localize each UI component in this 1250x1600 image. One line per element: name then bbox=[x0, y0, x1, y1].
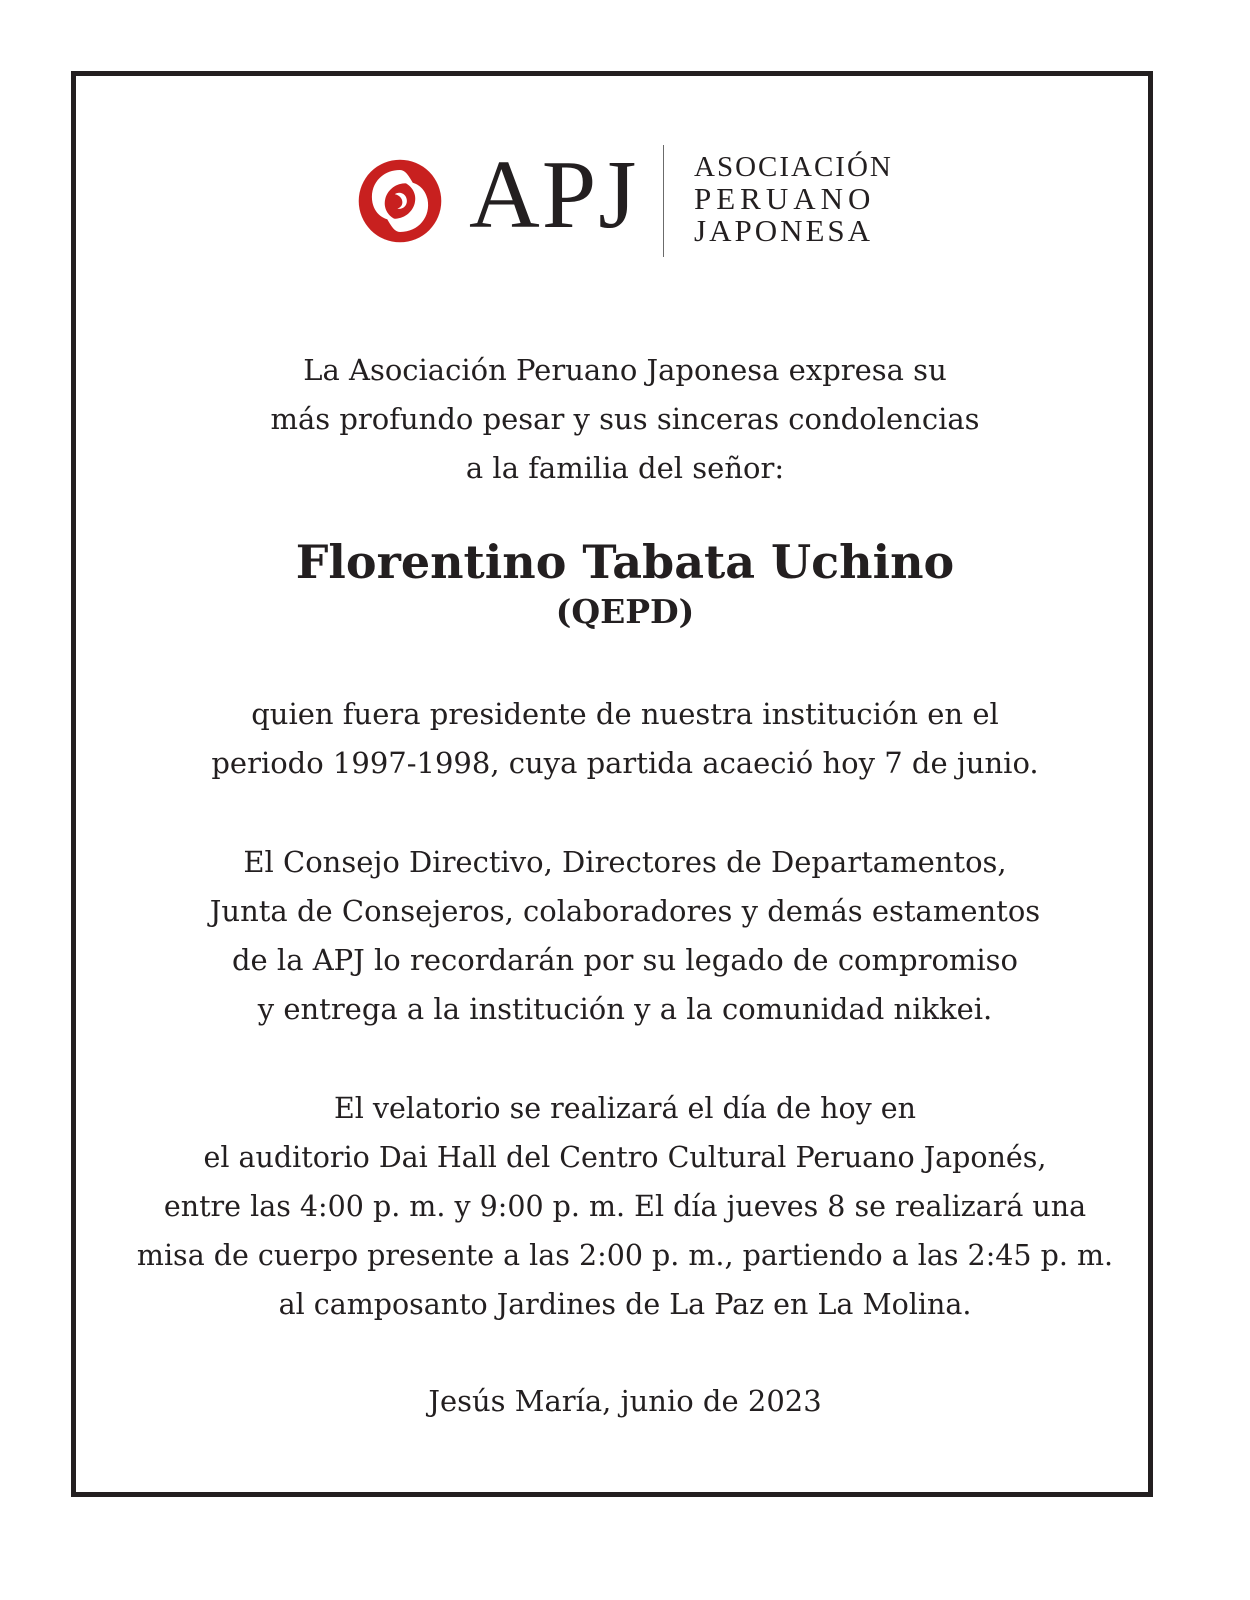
services-paragraph bbox=[80, 1084, 1170, 1329]
logo-divider bbox=[663, 145, 664, 257]
place-date: Jesús María, junio de 2023 bbox=[428, 1384, 822, 1418]
services-line: el auditorio Dai Hall del Centro Cultural Peruano Japonés, bbox=[203, 1141, 1047, 1174]
logo-acronym: APJ bbox=[469, 141, 639, 249]
services-line: misa de cuerpo presente a las 2:00 p. m., partiendo a las 2:45 p. m. bbox=[136, 1239, 1114, 1272]
role-line: quien fuera presidente de nuestra institución en el bbox=[251, 697, 999, 731]
closing-place-date bbox=[80, 1377, 1170, 1426]
apj-logo bbox=[0, 141, 1250, 260]
logo-word-peruano: PERUANO bbox=[694, 181, 876, 216]
apj-swirl-icon bbox=[357, 158, 443, 244]
deceased-name: Florentino Tabata Uchino bbox=[295, 535, 955, 589]
intro-line: más profundo pesar y sus sinceras condolencias bbox=[270, 402, 980, 436]
tribute-line: El Consejo Directivo, Directores de Departamentos, bbox=[243, 845, 1007, 879]
intro-line: a la familia del señor: bbox=[465, 451, 785, 485]
intro-paragraph bbox=[80, 346, 1170, 493]
intro-line: La Asociación Peruano Japonesa expresa su bbox=[303, 353, 947, 387]
services-line: El velatorio se realizará el día de hoy en bbox=[333, 1092, 917, 1125]
tribute-line: Junta de Consejeros, colaboradores y demás estamentos bbox=[209, 894, 1041, 928]
services-line: entre las 4:00 p. m. y 9:00 p. m. El día jueves 8 se realizará una bbox=[163, 1190, 1087, 1223]
deceased-suffix: (QEPD) bbox=[555, 592, 695, 631]
logo-word-japonesa: JAPONESA bbox=[694, 213, 874, 248]
role-paragraph bbox=[80, 690, 1170, 788]
logo-word-asociacion: ASOCIACIÓN bbox=[694, 151, 893, 183]
role-line: periodo 1997-1998, cuya partida acaeció hoy 7 de junio. bbox=[211, 746, 1039, 780]
tribute-line: y entrega a la institución y a la comunidad nikkei. bbox=[257, 992, 993, 1026]
tribute-paragraph bbox=[80, 838, 1170, 1034]
logo-wordmark bbox=[694, 151, 893, 247]
services-line: al camposanto Jardines de La Paz en La Molina. bbox=[278, 1288, 972, 1321]
tribute-line: de la APJ lo recordarán por su legado de compromiso bbox=[231, 943, 1019, 977]
